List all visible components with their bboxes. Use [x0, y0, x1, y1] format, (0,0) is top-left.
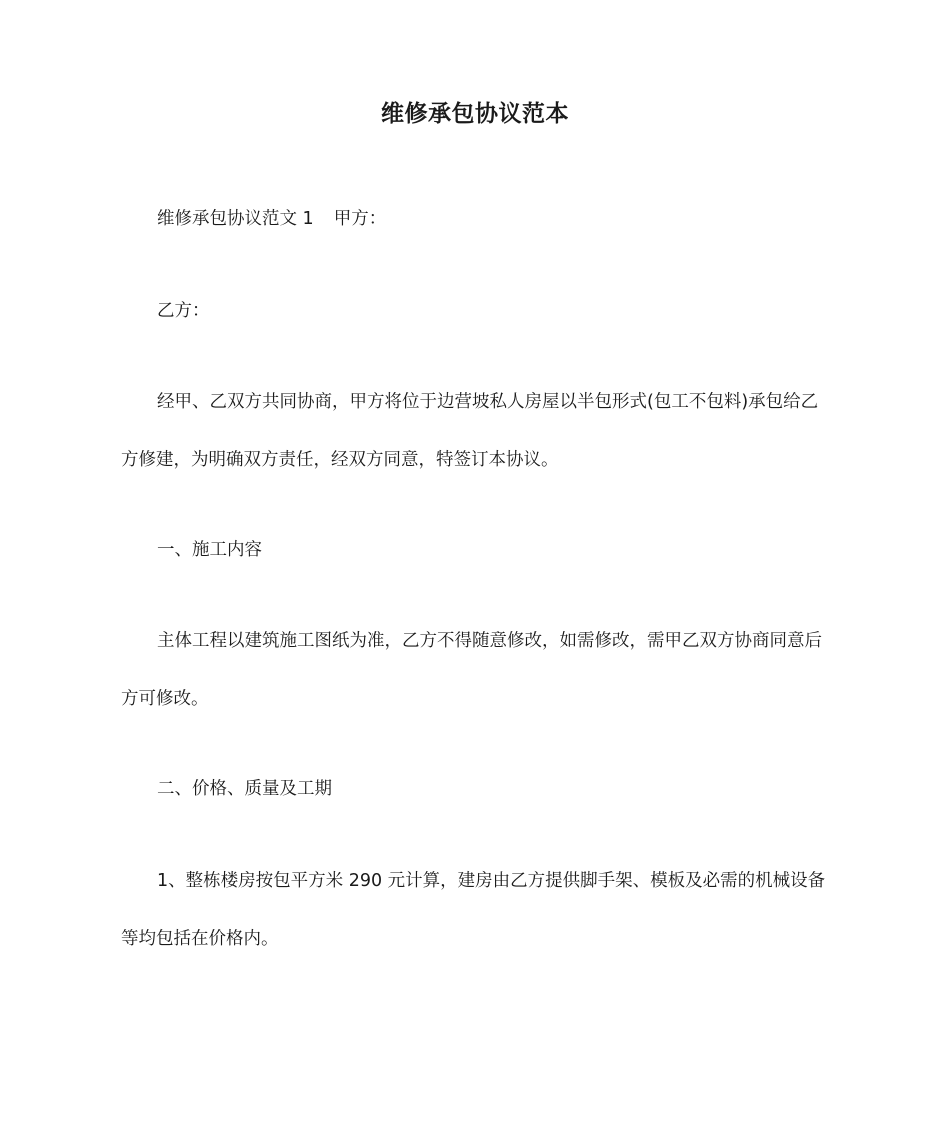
paragraph-preamble: 经甲、乙双方共同协商，甲方将位于边营坡私人房屋以半包形式(包工不包料)承包给乙方修建，为明确双方责任，经双方同意，特签订本协议。	[121, 392, 819, 470]
agreement-sample-heading: 维修承包协议范文 1	[157, 209, 314, 229]
party-a-label: 甲方：	[333, 209, 387, 229]
paragraph-price-clause: 1、整栋楼房按包平方米 290 元计算，建房由乙方提供脚手架、模板及必需的机械设备等均包括在价格内。	[121, 871, 826, 949]
party-b-label: 乙方：	[157, 301, 210, 321]
paragraph-construction-content: 主体工程以建筑施工图纸为准，乙方不得随意修改，如需修改，需甲乙双方协商同意后方可修改。	[121, 631, 822, 709]
paragraph-intro	[121, 190, 833, 248]
section-heading-construction: 一、施工内容	[157, 540, 262, 560]
section-heading-price-quality: 二、价格、质量及工期	[157, 779, 332, 799]
document-title: 维修承包协议范本	[381, 101, 569, 127]
